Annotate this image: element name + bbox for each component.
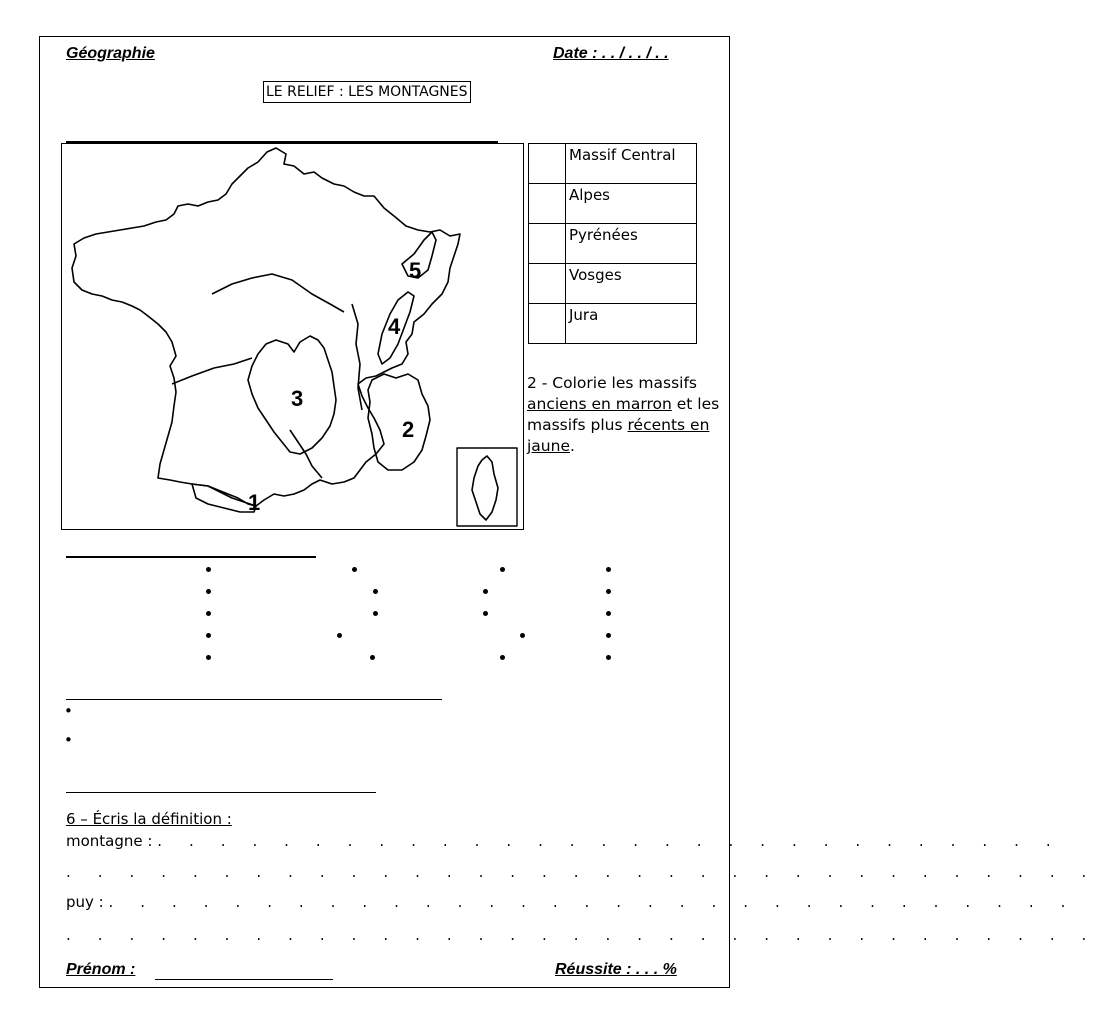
puy-label: puy : xyxy=(66,893,104,911)
answer-dot[interactable] xyxy=(352,567,357,572)
map-label-1: 1 xyxy=(248,490,261,515)
date-field[interactable]: Date : . . / . . / . . xyxy=(553,45,669,62)
map-label-2: 2 xyxy=(402,417,415,442)
reussite-score: Réussite : . . . % xyxy=(555,961,677,978)
answer-dot[interactable] xyxy=(206,567,211,572)
pyrenees-shape xyxy=(192,484,256,512)
subject-title: Géographie xyxy=(66,45,155,62)
map-label-3: 3 xyxy=(291,386,304,411)
answer-dot[interactable] xyxy=(606,633,611,638)
answer-dot[interactable] xyxy=(373,611,378,616)
massif-row xyxy=(529,144,697,184)
answer-dot[interactable] xyxy=(520,633,525,638)
answer-dot[interactable] xyxy=(500,655,505,660)
dots-line: . . . . . . . . . . . . . . . . . . . . . . . . . . . . . . . . . xyxy=(66,926,1097,944)
montagne-dots: . . . . . . . . . . . . . . . . . . . . . . . . . . . . . xyxy=(157,832,1062,850)
massif-name: Vosges xyxy=(566,264,697,304)
massif-name: Alpes xyxy=(566,184,697,224)
coloring-instruction xyxy=(527,373,727,457)
massif-name: Jura xyxy=(566,304,697,344)
instruction-part-5: . xyxy=(570,437,575,455)
puy-dots: . . . . . . . . . . . . . . . . . . . . . . . . . . . . . . . xyxy=(108,893,1077,911)
massif-name: Pyrénées xyxy=(566,224,697,264)
montagne-line-2[interactable] xyxy=(66,863,1097,881)
france-outline xyxy=(72,148,460,506)
massif-row xyxy=(529,224,697,264)
answer-dot[interactable] xyxy=(606,655,611,660)
region-line-2 xyxy=(212,274,344,312)
france-map-svg xyxy=(62,144,523,529)
answer-line-3[interactable] xyxy=(66,699,442,700)
massif-number-cell[interactable] xyxy=(529,264,566,304)
answer-dot[interactable] xyxy=(483,589,488,594)
instruction-part-1: 2 - Colorie les massifs xyxy=(527,374,697,392)
answer-dot[interactable] xyxy=(500,567,505,572)
massif-number-cell[interactable] xyxy=(529,184,566,224)
answer-line-2[interactable] xyxy=(66,556,316,558)
dots-line: . . . . . . . . . . . . . . . . . . . . . . . . . . . . . . . . . xyxy=(66,863,1097,881)
montagne-line[interactable] xyxy=(66,832,1062,850)
answer-dot[interactable] xyxy=(606,611,611,616)
answer-line-4[interactable] xyxy=(66,792,376,793)
massif-number-cell[interactable] xyxy=(529,304,566,344)
instruction-recents: récents en jaune xyxy=(527,416,710,455)
montagne-label: montagne : xyxy=(66,832,153,850)
page-title: LE RELIEF : LES MONTAGNES xyxy=(263,81,471,103)
massif-number-cell[interactable] xyxy=(529,224,566,264)
massif-name: Massif Central xyxy=(566,144,697,184)
map-label-5: 5 xyxy=(409,258,422,283)
france-relief-map xyxy=(61,143,524,530)
massif-row xyxy=(529,304,697,344)
definition-title: 6 – Écris la définition : xyxy=(66,810,232,828)
river-2 xyxy=(290,430,322,478)
answer-dot[interactable] xyxy=(206,589,211,594)
answer-dot[interactable] xyxy=(483,611,488,616)
answer-dot[interactable] xyxy=(370,655,375,660)
answer-dot[interactable] xyxy=(373,589,378,594)
region-line-1 xyxy=(172,358,252,384)
answer-dot[interactable] xyxy=(206,611,211,616)
prenom-label: Prénom : xyxy=(66,961,136,978)
instruction-anciens: anciens en marron xyxy=(527,395,672,413)
bullet-point: • xyxy=(64,731,73,749)
puy-line[interactable] xyxy=(66,893,1076,911)
answer-dot[interactable] xyxy=(337,633,342,638)
massif-row xyxy=(529,184,697,224)
bullet-point: • xyxy=(64,702,73,720)
massif-number-cell[interactable] xyxy=(529,144,566,184)
instruction-part-3: et les massifs plus xyxy=(527,395,720,434)
river-1 xyxy=(352,304,362,410)
answer-dot[interactable] xyxy=(206,633,211,638)
puy-line-2[interactable] xyxy=(66,926,1097,944)
prenom-input-line[interactable] xyxy=(155,979,333,980)
corse-inset-box xyxy=(457,448,517,526)
massif-row xyxy=(529,264,697,304)
answer-dot[interactable] xyxy=(606,589,611,594)
alpes-shape xyxy=(368,374,430,470)
answer-dot[interactable] xyxy=(606,567,611,572)
massif-table xyxy=(528,143,697,344)
answer-dot[interactable] xyxy=(206,655,211,660)
corse-shape xyxy=(472,456,498,520)
map-label-4: 4 xyxy=(388,314,401,339)
